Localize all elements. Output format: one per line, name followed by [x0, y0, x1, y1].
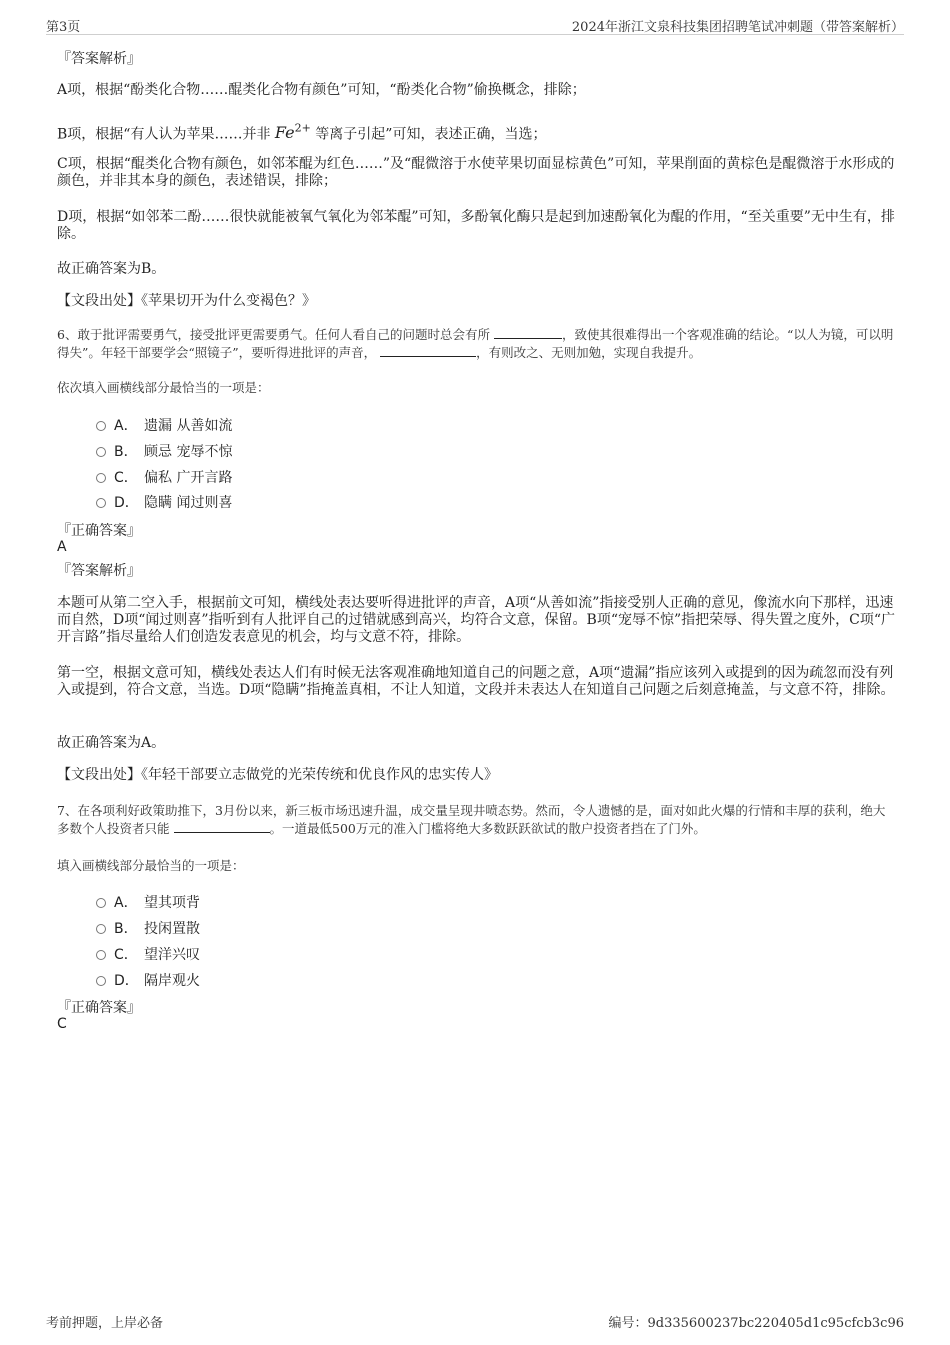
- q5-conclusion: 故正确答案为B。: [57, 261, 166, 277]
- q7-option-b[interactable]: B． 投闲置散: [96, 918, 200, 938]
- document-code: 编号：9d335600237bc220405d1c95cfcb3c96: [608, 1316, 904, 1331]
- q6-option-d[interactable]: D． 隐瞒 闻过则喜: [96, 492, 232, 512]
- q7-blank-1: [174, 820, 270, 833]
- q6-blank-2: [380, 344, 476, 357]
- radio-icon[interactable]: [96, 950, 106, 960]
- radio-icon[interactable]: [96, 976, 106, 986]
- q6-option-b[interactable]: B． 顾忌 宠辱不惊: [96, 441, 232, 461]
- page-header: [46, 14, 904, 35]
- q6-option-c[interactable]: C． 偏私 广开言路: [96, 467, 232, 487]
- q7-prompt: 填入画横线部分最恰当的一项是：: [57, 858, 245, 873]
- q5-analysis-heading: 『答案解析』: [57, 51, 141, 67]
- radio-icon[interactable]: [96, 447, 106, 457]
- q6-correct-answer: A: [57, 539, 67, 555]
- q6-analysis-heading: 『答案解析』: [57, 563, 141, 579]
- q6-stem: 6、敢于批评需要勇气，接受批评更需要勇气。任何人看自己的问题时总会有所 ，致使其很难得出一个客观准确的结论。“以人为镜，可以明得失”。年轻干部要学会“照镜子”，要听得进批评的声音， ，有则改之、无则加勉，实现自我提升。: [57, 327, 894, 360]
- radio-icon[interactable]: [96, 473, 106, 483]
- q5-analysis-a: A项，根据“酚类化合物……醌类化合物有颜色”可知，“酚类化合物”偷换概念，排除；: [57, 82, 586, 98]
- q6-blank-1: [494, 326, 562, 339]
- q6-analysis-1: 本题可从第二空入手，根据前文可知，横线处表达要听得进批评的声音，A项“从善如流”指接受别人正确的意见，像流水向下那样，迅速而自然，D项“闻过则喜”指听到有人批评自己的过错就感到高兴，均符合文意，保留。B项“宠辱不惊”指把荣辱、得失置之度外，C项“广开言路”指尽量给人们创造发表意见的机会，均与文意不符，排除。: [57, 595, 896, 645]
- fe-ion-formula: $Fe^{2+}$: [274, 122, 311, 143]
- q6-prompt: 依次填入画横线部分最恰当的一项是：: [57, 380, 270, 395]
- q6-conclusion: 故正确答案为A。: [57, 735, 166, 751]
- q6-option-a[interactable]: A． 遗漏 从善如流: [96, 415, 232, 435]
- q6-source: 【文段出处】《年轻干部要立志做党的光荣传统和优良作风的忠实传人》: [57, 767, 498, 783]
- radio-icon[interactable]: [96, 898, 106, 908]
- page-number: 第3页: [46, 20, 81, 35]
- q5-source: 【文段出处】《苹果切开为什么变褐色？》: [57, 293, 316, 309]
- radio-icon[interactable]: [96, 498, 106, 508]
- q7-correct-heading: 『正确答案』: [57, 1000, 141, 1016]
- radio-icon[interactable]: [96, 924, 106, 934]
- q5-analysis-c: C项，根据“醌类化合物有颜色，如邻苯醌为红色……”及“醌微溶于水使苹果切面显棕黄色”可知，苹果削面的黄棕色是醌微溶于水形成的颜色，并非其本身的颜色，表述错误，排除；: [57, 156, 895, 189]
- q7-option-d[interactable]: D． 隔岸观火: [96, 970, 200, 990]
- radio-icon[interactable]: [96, 421, 106, 431]
- q6-analysis-2: 第一空，根据文意可知，横线处表达人们有时候无法客观准确地知道自己的问题之意，A项“遗漏”指应该列入或提到的因为疏忽而没有列入或提到，符合文意，当选。D项“隐瞒”指掩盖真相，不让人知道，文段并未表达人在知道自己问题之后刻意掩盖，与文意不符，排除。: [57, 665, 895, 698]
- q6-correct-heading: 『正确答案』: [57, 523, 141, 539]
- q5-analysis-d: D项，根据“如邻苯二酚……很快就能被氧气氧化为邻苯醌”可知，多酚氧化酶只是起到加速酚氧化为醌的作用，“至关重要”无中生有，排除。: [57, 209, 895, 242]
- q7-option-a[interactable]: A． 望其项背: [96, 892, 200, 912]
- q7-stem: 7、在各项利好政策助推下，3月份以来，新三板市场迅速升温，成交量呈现井喷态势。然而，令人遗憾的是，面对如此火爆的行情和丰厚的获利，绝大多数个人投资者只能 。一道最低500万元的准入门槛将绝大多数跃跃欲试的散户投资者挡在了门外。: [57, 803, 886, 836]
- q5-analysis-b: B项，根据“有人认为苹果……并非 $Fe^{2+}$ 等离子引起”可知，表述正确，当选；: [57, 122, 547, 143]
- q7-correct-answer: C: [57, 1016, 67, 1032]
- document-title: 2024年浙江文泉科技集团招聘笔试冲刺题（带答案解析）: [571, 20, 904, 35]
- q7-option-c[interactable]: C． 望洋兴叹: [96, 944, 200, 964]
- footer-slogan: 考前押题，上岸必备: [46, 1316, 164, 1331]
